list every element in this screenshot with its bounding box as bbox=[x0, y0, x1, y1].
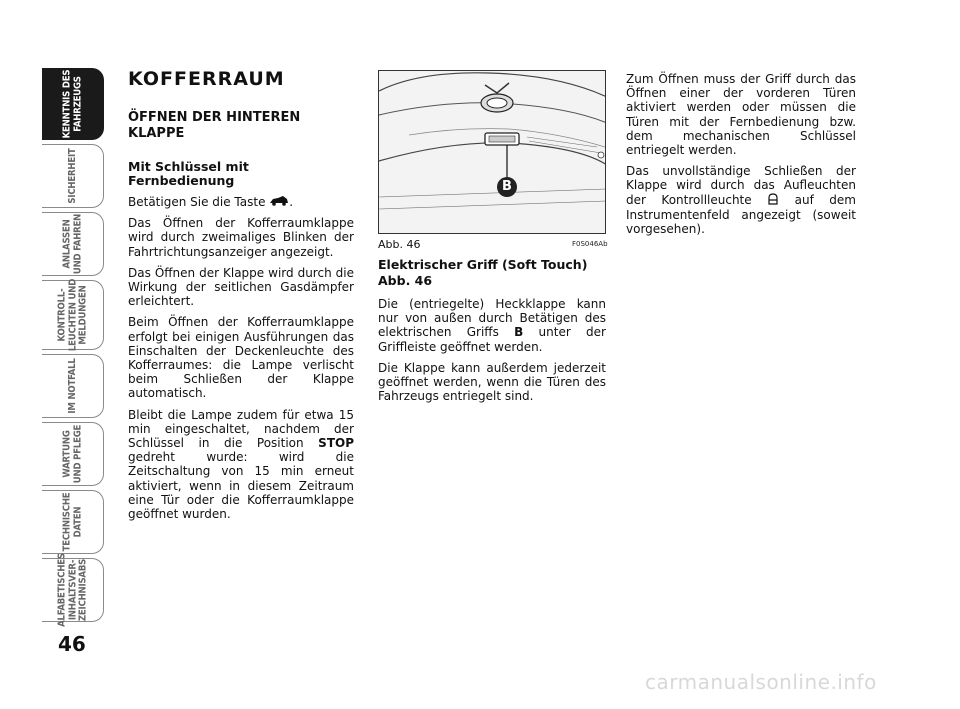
tab-label: ALFABETISCHES INHALTSVER- ZEICHNISABS bbox=[55, 553, 88, 627]
paragraph-text: Das unvollständige Schließen der Klappe wird durch das Aufleuchten der Kontrollleuchte bbox=[626, 164, 856, 207]
paragraph: Beim Öffnen der Kofferraumklappe erfolgt bei einigen Ausführungen das Einschalten der Deckenleuchte des Kofferraumes: die Lampe verlischt beim Schließen der Klappe automatisch. bbox=[128, 315, 354, 401]
tab-label: IM NOTFALL bbox=[66, 358, 78, 414]
figure-code: F0S046Ab bbox=[572, 240, 608, 248]
trunk-open-warning-icon bbox=[767, 193, 779, 208]
tab-sicherheit[interactable] bbox=[42, 144, 104, 208]
tab-kenntnis-des-fahrzeugs[interactable] bbox=[42, 68, 104, 140]
paragraph bbox=[128, 408, 354, 522]
paragraph bbox=[626, 164, 856, 236]
middle-column bbox=[378, 257, 606, 410]
section-title: KOFFERRAUM bbox=[128, 68, 285, 90]
right-column bbox=[626, 72, 856, 243]
tailgate-illustration bbox=[378, 70, 606, 234]
paragraph-text: Die (entriegelte) Heckklappe kann nur von außen durch Betätigen des elektrischen Griffs bbox=[378, 297, 606, 340]
paragraph-text: auf dem Instrumentenfeld angezeigt (soweit vorgesehen). bbox=[626, 192, 856, 237]
paragraph bbox=[378, 297, 606, 354]
subheading-remote-key: Mit Schlüssel mit Fernbedienung bbox=[128, 159, 249, 189]
paragraph bbox=[128, 195, 354, 210]
handle-b-reference: B bbox=[514, 325, 524, 340]
section-subtitle: ÖFFNEN DER HINTEREN KLAPPE bbox=[128, 110, 301, 142]
left-column bbox=[128, 68, 354, 528]
paragraph: Zum Öffnen muss der Griff durch das Öffnen einer der vorderen Türen aktiviert werden oder müssen die Türen mit der Fernbedienung bzw. dem mechanischen Schlüssel entriegelt werden. bbox=[626, 72, 856, 158]
watermark: carmanualsonline.info bbox=[645, 670, 877, 694]
paragraph-text: Bleibt die Lampe zudem für etwa 15 min eingeschaltet, nachdem der Schlüssel in die Position bbox=[128, 407, 354, 451]
tab-technische-daten[interactable] bbox=[42, 490, 104, 554]
tab-label: KONTROLL- LEUCHTEN UND MELDUNGEN bbox=[55, 278, 88, 352]
trunk-release-icon bbox=[269, 195, 289, 209]
tab-label: ANLASSEN UND FAHREN bbox=[61, 213, 83, 275]
tab-wartung-und-pflege[interactable] bbox=[42, 422, 104, 486]
paragraph: Die Klappe kann außerdem jederzeit geöffnet werden, wenn die Türen des Fahrzeugs entriegelt sind. bbox=[378, 360, 606, 404]
paragraph-text: Betätigen Sie die Taste bbox=[128, 194, 266, 209]
paragraph: Das Öffnen der Kofferraumklappe wird durch zweimaliges Blinken der Fahrtrichtungsanzeiger angezeigt. bbox=[128, 216, 354, 259]
tab-label: KENNTNIS DES FAHRZEUGS bbox=[61, 69, 83, 139]
paragraph-text: gedreht wurde: wird die Zeitschaltung von 15 min erneut aktiviert, wenn in diesem Zeitraum eine Tür oder die Kofferraumklappe geöffnet wurden. bbox=[128, 450, 354, 522]
tab-im-notfall[interactable] bbox=[42, 354, 104, 418]
tab-anlassen-und-fahren[interactable] bbox=[42, 212, 104, 276]
paragraph: Das Öffnen der Klappe wird durch die Wirkung der seitlichen Gasdämpfer erleichtert. bbox=[128, 265, 354, 309]
tab-alfabetisches-inhaltsverzeichnis[interactable] bbox=[42, 553, 104, 627]
tab-label: TECHNISCHE DATEN bbox=[61, 492, 83, 552]
subheading-soft-touch: Elektrischer Griff (Soft Touch) Abb. 46 bbox=[378, 257, 588, 288]
figure-caption: Abb. 46 bbox=[378, 238, 421, 251]
stop-position-label: STOP bbox=[318, 436, 354, 451]
page-number: 46 bbox=[58, 632, 86, 656]
paragraph-text: unter der Griffleiste geöffnet werden. bbox=[378, 325, 606, 354]
tab-kontrollleuchten[interactable] bbox=[42, 280, 104, 350]
tab-label: SICHERHEIT bbox=[66, 148, 78, 204]
figure-marker-b: B bbox=[497, 177, 517, 197]
tab-label: WARTUNG UND PFLEGE bbox=[61, 424, 83, 484]
paragraph-end: . bbox=[289, 194, 294, 209]
